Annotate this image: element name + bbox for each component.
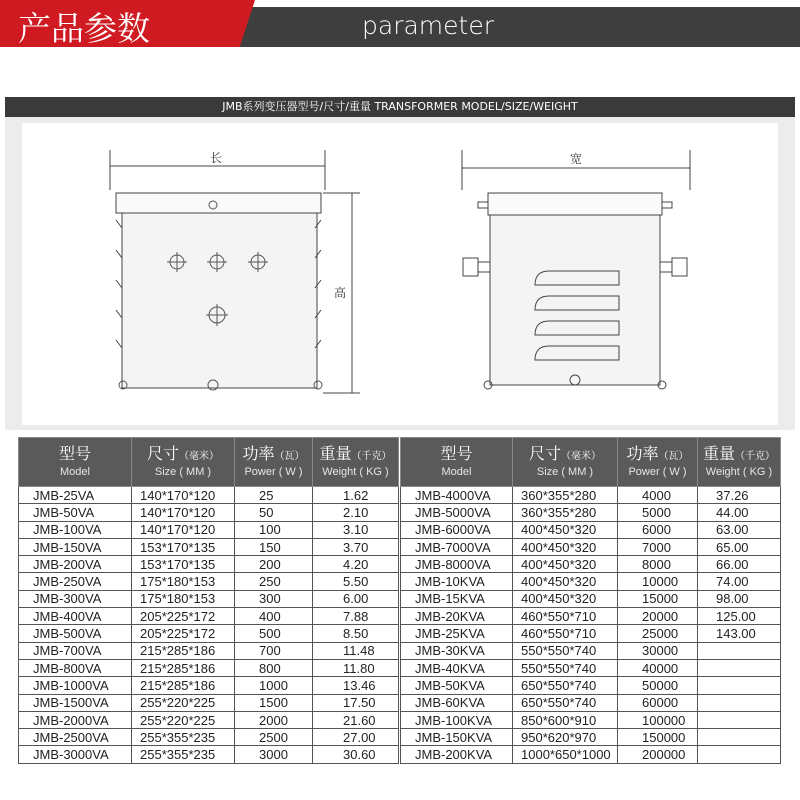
- model-cell: JMB-700VA: [19, 642, 132, 659]
- power-cell: 100: [235, 521, 313, 538]
- power-cell: 8000: [618, 556, 698, 573]
- power-cell: 200: [235, 556, 313, 573]
- power-cell: 1500: [235, 694, 313, 711]
- size-cell: 400*450*320: [513, 590, 618, 607]
- model-cell: JMB-50KVA: [401, 677, 513, 694]
- power-cell: 60000: [618, 694, 698, 711]
- size-cell: 205*225*172: [132, 625, 235, 642]
- power-cell: 100000: [618, 711, 698, 728]
- width-label: 宽: [570, 152, 583, 166]
- model-cell: JMB-300VA: [19, 590, 132, 607]
- header-cn: 尺寸: [146, 444, 179, 464]
- size-cell: 255*220*225: [132, 711, 235, 728]
- header-unit: （毫米）: [561, 451, 601, 463]
- table-row: [401, 504, 781, 521]
- model-cell: JMB-1000VA: [19, 677, 132, 694]
- table-row: [19, 538, 399, 555]
- model-cell: JMB-50VA: [19, 504, 132, 521]
- size-cell: 140*170*120: [132, 487, 235, 504]
- weight-cell: [698, 677, 781, 694]
- front-view-drawing: [110, 150, 360, 393]
- column-header: [698, 438, 781, 487]
- header-unit: （千克）: [735, 451, 775, 463]
- size-cell: 850*600*910: [513, 711, 618, 728]
- size-cell: 400*450*320: [513, 538, 618, 555]
- header-cn: 型号: [440, 444, 473, 464]
- power-cell: 40000: [618, 659, 698, 676]
- column-header: [132, 438, 235, 487]
- weight-cell: 66.00: [698, 556, 781, 573]
- power-cell: 5000: [618, 504, 698, 521]
- power-cell: 150000: [618, 729, 698, 746]
- table-row: [401, 556, 781, 573]
- size-cell: 360*355*280: [513, 504, 618, 521]
- table-row: [19, 677, 399, 694]
- weight-cell: [698, 711, 781, 728]
- table-row: [401, 487, 781, 504]
- model-cell: JMB-3000VA: [19, 746, 132, 763]
- model-cell: JMB-150KVA: [401, 729, 513, 746]
- table-row: [401, 608, 781, 625]
- weight-cell: 44.00: [698, 504, 781, 521]
- weight-cell: 3.10: [313, 521, 399, 538]
- column-header: [618, 438, 698, 487]
- table-row: [19, 642, 399, 659]
- model-cell: JMB-200VA: [19, 556, 132, 573]
- column-header: [235, 438, 313, 487]
- power-cell: 300: [235, 590, 313, 607]
- weight-cell: 7.88: [313, 608, 399, 625]
- height-label: 高: [334, 286, 347, 300]
- header-en: Power ( W ): [628, 466, 687, 479]
- model-cell: JMB-7000VA: [401, 538, 513, 555]
- spec-table-left: [18, 437, 399, 764]
- size-cell: 175*180*153: [132, 573, 235, 590]
- table-row: [401, 694, 781, 711]
- size-cell: 400*450*320: [513, 573, 618, 590]
- model-cell: JMB-8000VA: [401, 556, 513, 573]
- weight-cell: 143.00: [698, 625, 781, 642]
- table-row: [19, 711, 399, 728]
- page-title-en: parameter: [362, 11, 494, 40]
- model-cell: JMB-4000VA: [401, 487, 513, 504]
- power-cell: 500: [235, 625, 313, 642]
- size-cell: 650*550*740: [513, 677, 618, 694]
- size-cell: 140*170*120: [132, 521, 235, 538]
- power-cell: 2000: [235, 711, 313, 728]
- header-cn: 功率: [626, 444, 659, 464]
- size-cell: 215*285*186: [132, 659, 235, 676]
- header-en: Weight ( KG ): [322, 466, 389, 479]
- power-cell: 1000: [235, 677, 313, 694]
- power-cell: 30000: [618, 642, 698, 659]
- power-cell: 250: [235, 573, 313, 590]
- header-en: Model: [441, 466, 472, 479]
- header-en: Weight ( KG ): [705, 466, 773, 479]
- table-row: [19, 504, 399, 521]
- header-unit: （千克）: [351, 451, 392, 463]
- size-cell: 153*170*135: [132, 556, 235, 573]
- table-row: [19, 573, 399, 590]
- header-unit: （瓦）: [274, 451, 305, 463]
- header-unit: （毫米）: [179, 451, 219, 463]
- weight-cell: 74.00: [698, 573, 781, 590]
- model-cell: JMB-150VA: [19, 538, 132, 555]
- table-row: [401, 573, 781, 590]
- model-cell: JMB-100KVA: [401, 711, 513, 728]
- size-cell: 360*355*280: [513, 487, 618, 504]
- header-cn: 型号: [58, 444, 91, 464]
- header-cn: 功率: [242, 444, 275, 464]
- size-cell: 153*170*135: [132, 538, 235, 555]
- size-cell: 550*550*740: [513, 659, 618, 676]
- weight-cell: 8.50: [313, 625, 399, 642]
- power-cell: 25: [235, 487, 313, 504]
- table-row: [401, 521, 781, 538]
- size-cell: 255*355*235: [132, 729, 235, 746]
- table-row: [19, 694, 399, 711]
- table-row: [401, 711, 781, 728]
- weight-cell: 37.26: [698, 487, 781, 504]
- model-cell: JMB-25VA: [19, 487, 132, 504]
- model-cell: JMB-40KVA: [401, 659, 513, 676]
- table-row: [401, 538, 781, 555]
- size-cell: 215*285*186: [132, 677, 235, 694]
- side-view-drawing: [462, 150, 690, 389]
- table-row: [401, 642, 781, 659]
- weight-cell: [698, 746, 781, 763]
- header-cn: 重量: [702, 444, 735, 464]
- model-cell: JMB-20KVA: [401, 608, 513, 625]
- table-row: [19, 729, 399, 746]
- size-cell: 650*550*740: [513, 694, 618, 711]
- model-cell: JMB-25KVA: [401, 625, 513, 642]
- power-cell: 50000: [618, 677, 698, 694]
- weight-cell: [698, 694, 781, 711]
- weight-cell: 4.20: [313, 556, 399, 573]
- power-cell: 25000: [618, 625, 698, 642]
- size-cell: 205*225*172: [132, 608, 235, 625]
- table-row: [401, 659, 781, 676]
- column-header: [513, 438, 618, 487]
- size-cell: 460*550*710: [513, 625, 618, 642]
- column-header: [19, 438, 132, 487]
- size-cell: 400*450*320: [513, 556, 618, 573]
- table-row: [19, 625, 399, 642]
- weight-cell: 125.00: [698, 608, 781, 625]
- weight-cell: [698, 659, 781, 676]
- size-cell: 255*220*225: [132, 694, 235, 711]
- table-row: [19, 521, 399, 538]
- power-cell: 50: [235, 504, 313, 521]
- header-cn: 尺寸: [528, 444, 561, 464]
- size-cell: 950*620*970: [513, 729, 618, 746]
- table-row: [401, 746, 781, 763]
- size-cell: 400*450*320: [513, 521, 618, 538]
- size-cell: 550*550*740: [513, 642, 618, 659]
- power-cell: 6000: [618, 521, 698, 538]
- size-cell: 175*180*153: [132, 590, 235, 607]
- power-cell: 2500: [235, 729, 313, 746]
- weight-cell: 2.10: [313, 504, 399, 521]
- weight-cell: 63.00: [698, 521, 781, 538]
- model-cell: JMB-1500VA: [19, 694, 132, 711]
- section-title: JMB系列变压器型号/尺寸/重量 TRANSFORMER MODEL/SIZE/WEIGHT: [5, 97, 795, 117]
- weight-cell: 65.00: [698, 538, 781, 555]
- weight-cell: 11.80: [313, 659, 399, 676]
- table-row: [401, 590, 781, 607]
- model-cell: JMB-2000VA: [19, 711, 132, 728]
- weight-cell: 5.50: [313, 573, 399, 590]
- column-header: [401, 438, 513, 487]
- spec-table-right: [400, 437, 781, 764]
- model-cell: JMB-30KVA: [401, 642, 513, 659]
- table-row: [401, 677, 781, 694]
- weight-cell: 1.62: [313, 487, 399, 504]
- power-cell: 7000: [618, 538, 698, 555]
- weight-cell: 11.48: [313, 642, 399, 659]
- weight-cell: 13.46: [313, 677, 399, 694]
- weight-cell: 27.00: [313, 729, 399, 746]
- weight-cell: 98.00: [698, 590, 781, 607]
- model-cell: JMB-10KVA: [401, 573, 513, 590]
- model-cell: JMB-800VA: [19, 659, 132, 676]
- weight-cell: 30.60: [313, 746, 399, 763]
- table-row: [19, 556, 399, 573]
- table-row: [401, 729, 781, 746]
- header-en: Power ( W ): [244, 466, 303, 479]
- table-row: [19, 659, 399, 676]
- model-cell: JMB-15KVA: [401, 590, 513, 607]
- weight-cell: [698, 642, 781, 659]
- power-cell: 800: [235, 659, 313, 676]
- model-cell: JMB-250VA: [19, 573, 132, 590]
- header-en: Size ( MM ): [154, 466, 212, 479]
- model-cell: JMB-6000VA: [401, 521, 513, 538]
- header-en: Model: [60, 466, 90, 479]
- drawing-panel: [22, 123, 778, 425]
- size-cell: 255*355*235: [132, 746, 235, 763]
- power-cell: 15000: [618, 590, 698, 607]
- model-cell: JMB-400VA: [19, 608, 132, 625]
- power-cell: 700: [235, 642, 313, 659]
- size-cell: 460*550*710: [513, 608, 618, 625]
- model-cell: JMB-200KVA: [401, 746, 513, 763]
- table-row: [401, 625, 781, 642]
- column-header: [313, 438, 399, 487]
- power-cell: 200000: [618, 746, 698, 763]
- transformer-drawings: [22, 123, 778, 425]
- size-cell: 1000*650*1000: [513, 746, 618, 763]
- model-cell: JMB-100VA: [19, 521, 132, 538]
- page-title-cn: 产品参数: [18, 9, 150, 48]
- weight-cell: 6.00: [313, 590, 399, 607]
- table-row: [19, 590, 399, 607]
- weight-cell: 3.70: [313, 538, 399, 555]
- model-cell: JMB-5000VA: [401, 504, 513, 521]
- power-cell: 20000: [618, 608, 698, 625]
- weight-cell: [698, 729, 781, 746]
- model-cell: JMB-2500VA: [19, 729, 132, 746]
- header-cn: 重量: [319, 444, 352, 464]
- size-cell: 140*170*120: [132, 504, 235, 521]
- size-cell: 215*285*186: [132, 642, 235, 659]
- power-cell: 400: [235, 608, 313, 625]
- header-en: Size ( MM ): [536, 466, 594, 479]
- weight-cell: 21.60: [313, 711, 399, 728]
- header-unit: （瓦）: [658, 451, 689, 463]
- table-row: [19, 746, 399, 763]
- length-label: 长: [210, 151, 223, 165]
- model-cell: JMB-60KVA: [401, 694, 513, 711]
- weight-cell: 17.50: [313, 694, 399, 711]
- power-cell: 10000: [618, 573, 698, 590]
- power-cell: 150: [235, 538, 313, 555]
- table-row: [19, 487, 399, 504]
- power-cell: 3000: [235, 746, 313, 763]
- power-cell: 4000: [618, 487, 698, 504]
- model-cell: JMB-500VA: [19, 625, 132, 642]
- table-row: [19, 608, 399, 625]
